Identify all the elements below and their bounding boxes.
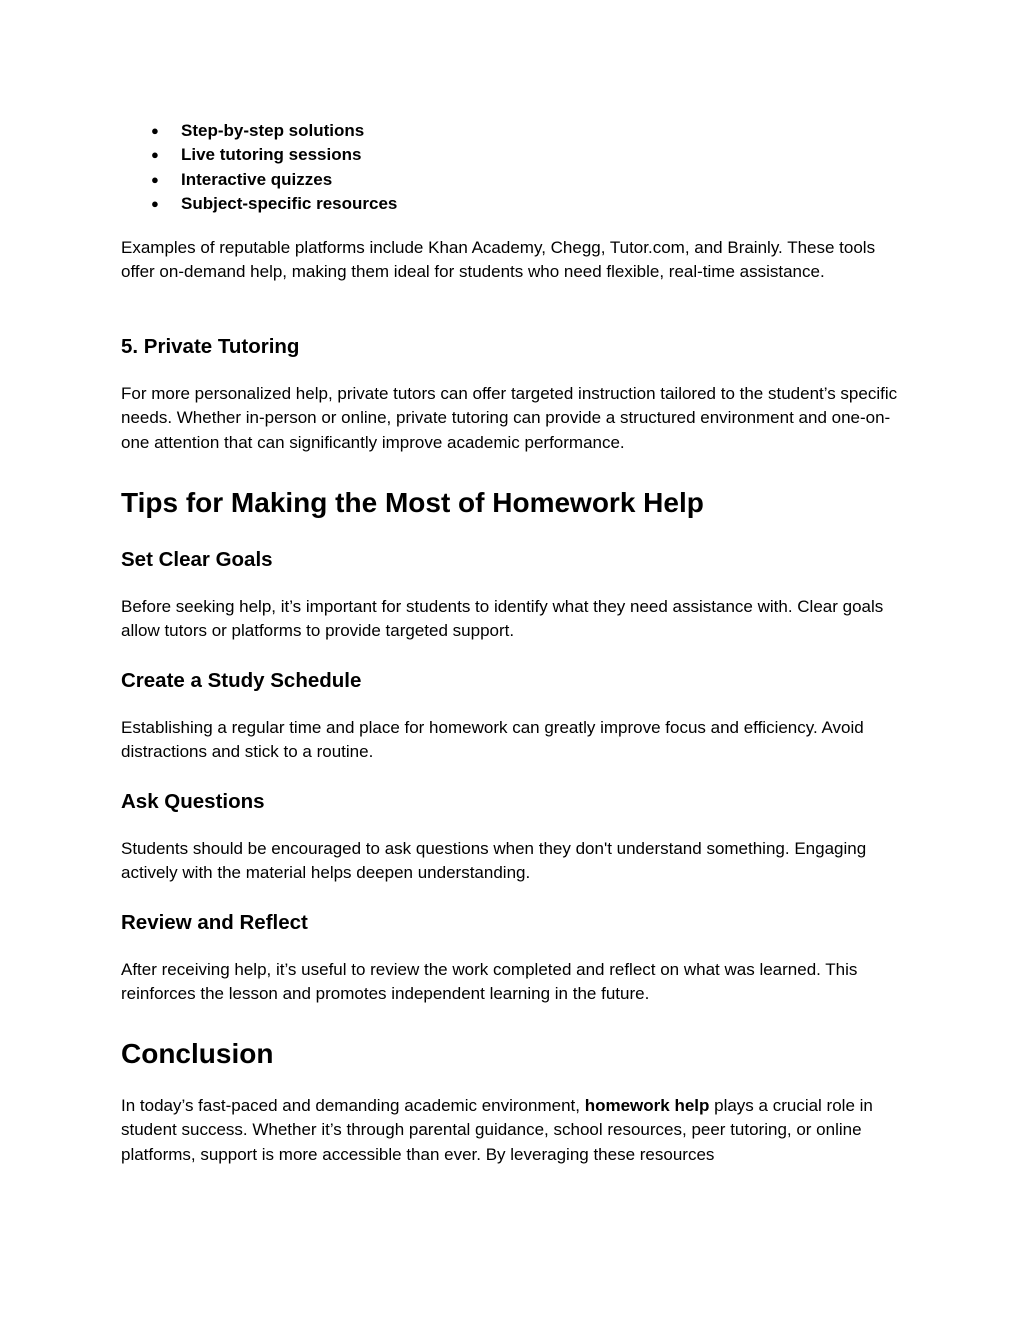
bullet-icon: ●	[151, 147, 159, 163]
review-reflect-heading: Review and Reflect	[121, 911, 308, 934]
list-item-text: Interactive quizzes	[181, 169, 333, 189]
bullet-icon: ●	[151, 171, 159, 187]
list-item	[151, 170, 397, 194]
review-reflect-paragraph: After receiving help, it’s useful to review the work completed and reflect on what was learned. This reinforces the lesson and promotes independent learning in the future.	[121, 960, 858, 1004]
bullet-icon: ●	[151, 195, 159, 211]
study-schedule-heading: Create a Study Schedule	[121, 669, 362, 692]
list-item-text: Subject-specific resources	[181, 193, 398, 213]
ask-questions-paragraph: Students should be encouraged to ask questions when they don't understand something. Engaging actively with the material helps deepen understanding.	[121, 839, 867, 883]
conclusion-paragraph	[121, 1094, 911, 1167]
conclusion-text-end: plays a crucial role in student success. Whether it’s through parental guidance, school resources, peer tutoring, or online platforms, support is more accessible than ever. By leveraging these resources	[121, 1096, 873, 1164]
set-clear-goals-heading: Set Clear Goals	[121, 548, 273, 571]
conclusion-text-start: In today’s fast-paced and demanding academic environment,	[121, 1096, 585, 1115]
private-tutoring-heading: 5. Private Tutoring	[121, 335, 300, 358]
conclusion-heading: Conclusion	[121, 1038, 274, 1069]
ask-questions-heading: Ask Questions	[121, 790, 265, 813]
set-clear-goals-paragraph: Before seeking help, it’s important for students to identify what they need assistance with. Clear goals allow tutors or platforms to provide targeted support.	[121, 597, 884, 641]
platforms-paragraph: Examples of reputable platforms include Khan Academy, Chegg, Tutor.com, and Brainly. These tools offer on-demand help, making them ideal for students who need flexible, real-time assistance.	[121, 238, 876, 282]
list-item	[151, 145, 397, 169]
list-item-text: Step-by-step solutions	[181, 121, 365, 140]
bullet-icon: ●	[151, 123, 159, 138]
list-item-text: Live tutoring sessions	[181, 145, 362, 165]
private-tutoring-paragraph: For more personalized help, private tutors can offer targeted instruction tailored to the student’s specific needs. Whether in-person or online, private tutoring can provide a structured environment and one-on-one attention that can significantly improve academic performance.	[121, 384, 898, 452]
list-item	[151, 121, 397, 145]
study-schedule-paragraph: Establishing a regular time and place for homework can greatly improve focus and efficiency. Avoid distractions and stick to a routine.	[121, 718, 864, 762]
list-item	[151, 194, 397, 218]
tips-heading: Tips for Making the Most of Homework Help	[121, 487, 704, 518]
conclusion-bold-term: homework help	[584, 1096, 710, 1115]
feature-bullet-list	[151, 121, 397, 218]
